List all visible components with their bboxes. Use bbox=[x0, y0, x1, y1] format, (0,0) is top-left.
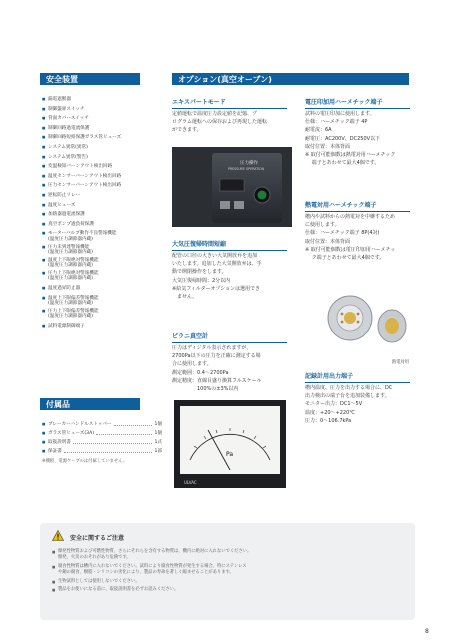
thermocouple-photo-caption: 熱電対用 bbox=[391, 360, 409, 365]
safety-item: ■ 加熱器過電流保護 bbox=[42, 210, 162, 220]
safety-caution-box bbox=[40, 523, 415, 620]
accessories-list bbox=[42, 420, 162, 464]
safety-item: ■ 圧力未到達警報機能 (温度圧力調節器内蔵) bbox=[42, 245, 162, 256]
safety-title: 安全装置 bbox=[46, 74, 78, 84]
safety-item: ■ モーターバルブ動作不良警報機能 (温度圧力調節器内蔵) bbox=[42, 231, 162, 242]
pirani-gauge-text: 圧力はディジタル表示されますが、 2700Pa以下の圧力を正確に測定する場 合に使用します。 測定範囲：0.4～2700Pa 測定精度：直線目盛り換算フルスケール 100%の±3%以内 bbox=[172, 345, 262, 393]
accessories-section-header bbox=[40, 398, 140, 410]
safety-item: ■ 圧力上下限絶対警報機能 (温度圧力調節器内蔵) bbox=[42, 271, 162, 282]
safety-item: ■ 温度上下限偏差警報機能 (温度圧力調節器内蔵) bbox=[42, 296, 162, 307]
rapid-vent-title: 大気圧復帰時間短縮 bbox=[172, 239, 287, 251]
safety-item: ■ 温度上下限絶対警報機能 (温度圧力調節器内蔵) bbox=[42, 258, 162, 269]
safety-item: ■ 漏電遮断器 bbox=[42, 95, 162, 105]
voltage-terminal-title: 電圧印加用ハーメチック端子 bbox=[305, 97, 410, 109]
pressure-control-panel-photo bbox=[172, 147, 292, 227]
accessory-row: ■ ガラス管ヒューズ(3A) 1個 bbox=[42, 429, 162, 438]
hermetic-terminal-photo bbox=[320, 284, 415, 365]
expert-mode-text: 定値運転で温度圧力設定値を記憶、プ ログラム運転への保存および再現した運転 ができます。 bbox=[172, 111, 267, 134]
accessories-note: ※棚板、電源ケーブルは付属していません。 bbox=[42, 459, 128, 464]
pirani-meter-photo bbox=[174, 400, 286, 488]
safety-list bbox=[42, 95, 162, 332]
safety-item: ■ 温度過昇防止器 bbox=[42, 284, 162, 294]
safety-item: ■ 真空ポンプ過負荷保護 bbox=[42, 220, 162, 230]
safety-item: ■ 試料電源制御端子 bbox=[42, 322, 162, 332]
pirani-gauge-title: ピラニ真空計 bbox=[172, 331, 287, 343]
caution-item: ■ 腐食性物質は槽内に入れないでください。試料により腐食性物質が発生する場合、特にステンレス や銅の腐食、樹脂・シリコンの劣化により、製品の寿命を著しく縮ませることがあります。 bbox=[52, 564, 251, 577]
caution-title: 安全に関するご注意 bbox=[70, 535, 125, 542]
thermocouple-terminal-title: 熱電対用ハーメチック端子 bbox=[305, 200, 410, 212]
safety-item: ■ 制御回路過電流保護 bbox=[42, 124, 162, 134]
options-title: オプション(真空オーブン) bbox=[178, 74, 272, 84]
safety-item: ■ 逆転防止リレー bbox=[42, 191, 162, 201]
panel-heading-text: 圧力操作 bbox=[240, 161, 258, 166]
thermocouple-terminal-text: 槽内や試料からの熱電対を中継するため に使用します。 仕様：ハーメチック端子 8P(4対) 取付位置：本体背面 ※ 取付可能個数は電圧印加用ハーメチッ ク端子とあわせて最大4個です。 bbox=[305, 214, 396, 262]
caution-item: ■ 製品をお使いになる前に、取扱説明書を必ずお読みください。 bbox=[52, 587, 251, 593]
safety-item: ■ 背面カバースイッチ bbox=[42, 114, 162, 124]
caution-item: ■ 生物試料としては使用しないでください。 bbox=[52, 579, 251, 585]
accessory-row: ■ ブレーカーハンドルストッパー 1個 bbox=[42, 420, 162, 429]
options-section-header bbox=[172, 73, 409, 85]
accessory-row: ■ 保証書 1部 bbox=[42, 447, 162, 456]
safety-item: ■ システム異常(警告) bbox=[42, 153, 162, 163]
accessories-title: 付属品 bbox=[46, 399, 70, 409]
safety-item: ■ 制御回路短絡保護ガラス管ヒューズ bbox=[42, 133, 162, 143]
caution-list bbox=[52, 549, 251, 595]
safety-item: ■ 温度センサーバーンアウト検出回路 bbox=[42, 172, 162, 182]
safety-item: ■ システム異常(異常) bbox=[42, 143, 162, 153]
page-number: 8 bbox=[425, 628, 429, 635]
meter-unit-text: Pa bbox=[226, 451, 234, 458]
voltage-terminal-text: 試料の電圧印加に使用します。 仕様：ハーメチック端子 4P 耐電流：6A 耐電圧：AC200V、DC250V以下 取付位置：本体背面 ※ 取付可能個数は熱電対用ハーメチック 端子とあわせて最大4個です。 bbox=[305, 111, 396, 167]
expert-mode-title: エキスパートモード bbox=[172, 97, 287, 109]
safety-item: ■ 温度ヒューズ bbox=[42, 201, 162, 211]
safety-item: ■ 制御盤扉スイッチ bbox=[42, 105, 162, 115]
safety-item: ■ 圧力センサーバーンアウト検出回路 bbox=[42, 181, 162, 191]
warning-icon bbox=[52, 530, 64, 541]
safety-item: ■ 変温検知バーンアウト検出回路 bbox=[42, 162, 162, 172]
panel-subheading-text: PRESSURE OPERATION bbox=[228, 167, 265, 171]
safety-section-header bbox=[40, 73, 140, 85]
safety-item: ■ 圧力上下限偏差警報機能 (温度圧力調節器内蔵) bbox=[42, 309, 162, 320]
brand-text: ULVAC bbox=[184, 480, 197, 485]
accessory-row: ■ 取扱説明書 1式 bbox=[42, 438, 162, 447]
recorder-output-title: 記録計用出力端子 bbox=[305, 371, 410, 383]
caution-item: ■ 爆発性物質および可燃性物質、さらにそれらを含有する物質は、機内に絶対に入れないでください。 爆発、火災のおそれがあり危険です。 bbox=[52, 549, 251, 562]
rapid-vent-text: 配管の口径の大きい大気開放弁を追加 いたします。追加した大気開放弁は、手 動で開閉操作をします。 大気圧復帰時間：2分以内 ※給気フィルターオプションは選用でき ません。 bbox=[172, 253, 262, 301]
recorder-output-text: 槽内温度、圧力を出力する場合に、DC 出力検出の端子台を追加装備します。 モニター出力：DC1～5V 温度：+20～+220℃ 圧力：0～106.7kPa bbox=[305, 385, 393, 424]
